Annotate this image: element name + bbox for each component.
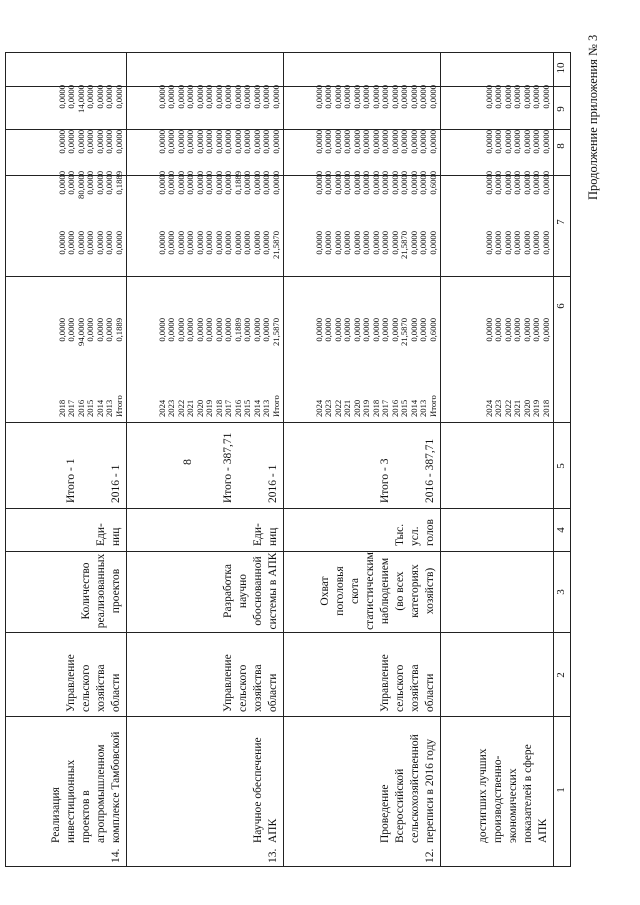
col-divider-2-3 <box>553 716 570 717</box>
column-number-1: 1 <box>555 787 567 793</box>
measure-name: Научное обеспечение АПК <box>252 737 279 843</box>
row-number: 14. <box>110 848 122 863</box>
unit: Еди- ниц <box>95 523 122 546</box>
column-rule <box>5 716 553 717</box>
indicator: Количество реализованных проектов <box>80 553 122 629</box>
column-number-6: 6 <box>555 303 567 309</box>
column-rule <box>5 508 553 509</box>
column-rule <box>5 276 553 277</box>
col-divider-4-5 <box>553 551 570 552</box>
measure-name: достигших лучших производственно- экономических показателей в сфере АПК <box>477 744 549 843</box>
column-rule <box>5 632 553 633</box>
column-rule <box>5 866 553 867</box>
continuation-label: Продолжение приложения № 3 <box>586 34 600 200</box>
measure-name: Проведение Всероссийской сельскохозяйственной переписи в 2016 году <box>379 734 436 843</box>
row-number: 12. <box>424 848 436 863</box>
table-right-rule <box>5 52 570 53</box>
page-number: 8 <box>180 459 194 465</box>
col-divider-6-7 <box>553 422 570 423</box>
document-page: 8 Продолжение приложения № 3 1 2 3 4 5 6 7 8 9 10 достигших лучших производственно- экономических показателей в сфере АПК 2018 2019 2020 2021 2022 2023 2024 0,0000 0,0000 0,0000 0,0000 0,0000 0,0000 0,0000 0,0000 0,0000 0,0000 0,0000 0,0000 0,0000 0,0000 0,0000 0,0000 0,0000 0,0000 0,0000 0,0000 0,0000 0,0000 0,0000 0,0000 0,0000 0,0000 0,0000 0,0000 0,0000 0,0000 0,0000 0,0000 0,0000 0,0000 0,0000 12. Проведение Всероссийской сельскохозяйственной переписи в 2016 году Управление сельского хозяйства области Охват поголовья скота статистическим наблюдением (во всех категориях хозяйств) Тыс. усл. голов Итого - 3 2016 - 387,71 Итого 2013 2014 2015 2016 2017 2018 2019 2020 2021 2022 2023 2024 0,6000 0,0000 0,0000 21,5870 0,0000 0,0000 0,0000 0,0000 0,0000 0,0000 0,0000 0,0000 0,0000 0,0000 0,0000 0,0000 21,5870 0,0000 0,0000 0,0000 0,0000 0,0000 0,0000 0,0000 0,0000 0,0000 0,6000 0,0000 0,0000 0,0000 0,0000 0,0000 0,0000 0,0000 0,0000 0,0000 0,0000 0,0000 0,0000 0,0000 0,0000 0,0000 0,0000 0,0000 0,0000 0,0000 0,0000 0,0000 0,0000 0,0000 0,0000 0,0000 0,0000 0,0000 0,0000 0,0000 0,0000 0,0000 0,0000 0,0000 0,0000 0,0000 0,0000 0,0000 0,0000 13. Научное обеспечение АПК Управление сельского хозяйства области Разработка научно обоснованной системы в АПК Еди- ниц Итого - 387,71 2016 - 1 Итого 2013 2014 2015 2016 2017 2018 2019 2020 2021 2022 2023 2024 21,5870 0,0000 0,0000 0,0000 0,1889 0,0000 0,0000 0,0000 0,0000 0,0000 0,0000 0,0000 0,0000 21,5870 0,0000 0,0000 0,0000 0,0000 0,0000 0,0000 0,0000 0,0000 0,0000 0,0000 0,0000 0,0000 0,0000 0,0000 0,0000 0,0000 0,1889 0,0000 0,0000 0,0000 0,0000 0,0000 0,0000 0,0000 0,0000 0,0000 0,0000 0,0000 0,0000 0,0000 0,0000 0,0000 0,0000 0,0000 0,0000 0,0000 0,0000 0,0000 0,0000 0,0000 0,0000 0,0000 0,0000 0,0000 0,0000 0,0000 0,0000 0,0000 0,0000 0,0000 0,0000 14. Реализация инвестиционных проектов в агропромышленном комплексе Тамбовской Управление сельского хозяйства области Количество реализованных проектов Еди- ниц Итого - 1 2016 - 1 Итого 2013 2014 2015 2016 2017 2018 0,1889 0,0000 0,0000 0,0000 94,0000 0,0000 0,0000 0,0000 0,0000 0,0000 0,0000 0,0000 0,0000 0,0000 0,1889 0,0000 0,0000 0,0000 80,0000 0,0000 0,0000 0,0000 0,0000 0,0000 0,0000 0,0000 0,0000 0,0000 0,0000 0,0000 0,0000 0,0000 14,0000 0,0000 0,0000 <box>0 0 640 905</box>
totals: Итого - 387,71 2016 - 1 <box>222 432 279 503</box>
unit: Тыс. усл. голов <box>394 519 436 546</box>
col-divider-10-end <box>553 86 570 87</box>
totals: Итого - 1 2016 - 1 <box>65 458 122 503</box>
table-top-rule <box>570 52 571 867</box>
column-number-8: 8 <box>555 143 567 149</box>
col-divider-8-9 <box>553 175 570 176</box>
unit: Еди- ниц <box>252 523 279 546</box>
col-divider-5-6 <box>553 508 570 509</box>
column-number-10: 10 <box>555 62 567 74</box>
col-divider-9-10 <box>553 129 570 130</box>
executor: Управление сельского хозяйства области <box>222 654 279 712</box>
measure-name: Реализация инвестиционных проектов в агропромышленном комплексе Тамбовской <box>50 731 122 843</box>
table-left-rule <box>553 866 570 867</box>
executor: Управление сельского хозяйства области <box>65 654 122 712</box>
column-number-4: 4 <box>555 527 567 533</box>
column-number-2: 2 <box>555 672 567 678</box>
executor: Управление сельского хозяйства области <box>379 654 436 712</box>
col-divider-7-8 <box>553 276 570 277</box>
column-number-9: 9 <box>555 106 567 112</box>
row-number: 13. <box>267 848 279 863</box>
column-number-7: 7 <box>555 219 567 225</box>
column-rule <box>5 422 553 423</box>
col-divider-3-4 <box>553 632 570 633</box>
indicator: Охват поголовья скота статистическим наблюдением (во всех категориях хозяйств) <box>319 552 436 630</box>
indicator: Разработка научно обоснованной системы в АПК <box>222 552 279 630</box>
column-number-3: 3 <box>555 589 567 595</box>
column-number-5: 5 <box>555 463 567 469</box>
totals: Итого - 3 2016 - 387,71 <box>379 438 436 503</box>
